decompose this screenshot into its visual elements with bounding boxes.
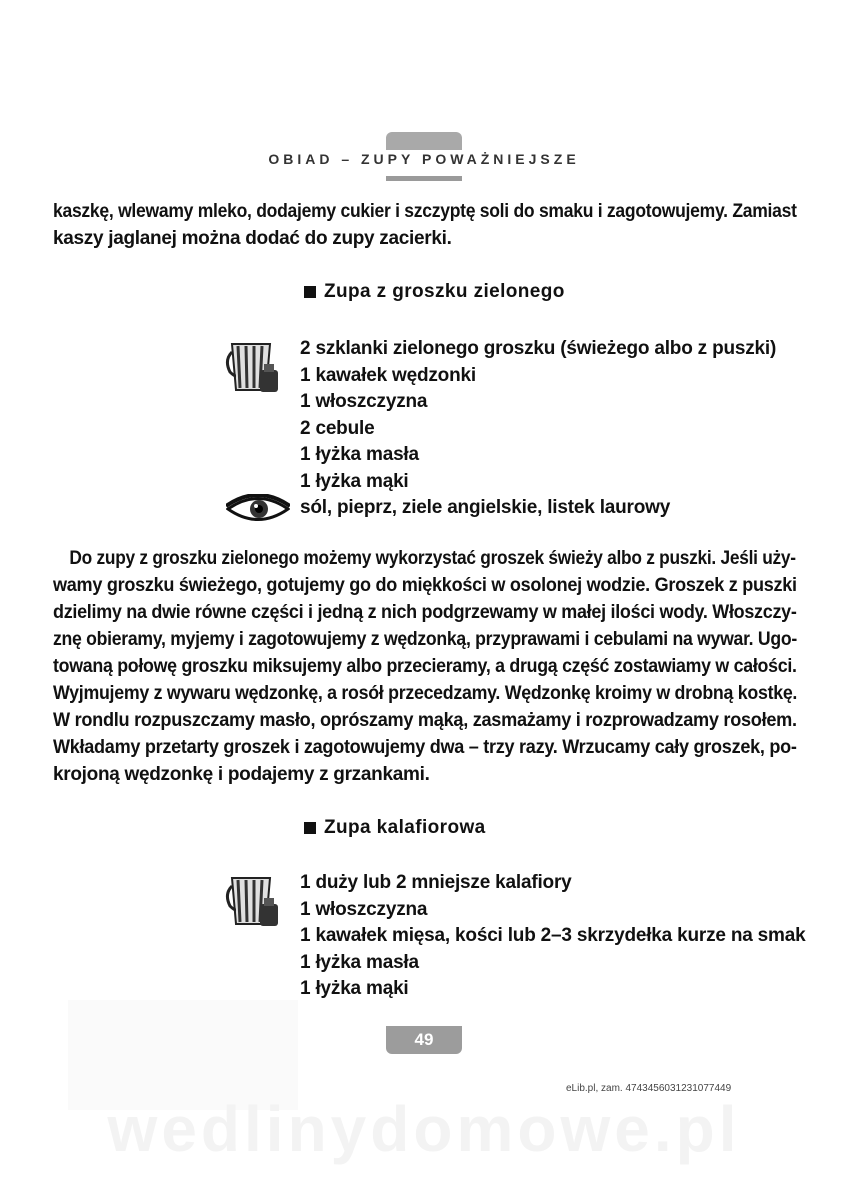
page-number: 49 [386,1026,462,1054]
list-item: 1 łyżka mąki [300,470,409,492]
recipe-title-text: Zupa kalafiorowa [324,817,486,838]
recipe-title-text: Zupa z groszku zielonego [324,281,565,302]
paragraph-line: Do zupy z groszku zielonego możemy wykorzystać groszek świeży albo z puszki. Jeśli uży- [69,548,796,569]
list-item: 1 włoszczyzna [300,391,428,412]
list-item: 1 kawałek mięsa, kości lub 2–3 skrzydełka kurze na smak [300,925,806,946]
paragraph-line: W rondlu rozpuszczamy masło, oprószamy mąką, zasmażamy i rozprowadzamy rosołem. [53,710,797,731]
list-item: 1 włoszczyzna [300,898,428,920]
list-item: 1 kawałek wędzonki [300,364,476,386]
running-header: OBIAD – ZUPY POWAŻNIEJSZE [268,151,580,167]
square-bullet-icon [304,822,316,834]
recipe-title-kalafiorowa [304,817,486,839]
measuring-jug-icon [224,338,284,396]
paragraph-line: towaną połowę groszku miksujemy albo przecieramy, a drugą część zostawiamy w całości. [53,656,797,677]
paragraph-line: Wkładamy przetarty groszek i zagotowujemy dwa – trzy razy. Wrzucamy cały groszek, po- [53,737,797,758]
intro-paragraph [53,198,797,252]
list-item: sól, pieprz, ziele angielskie, listek laurowy [300,497,671,518]
header-tab [386,132,462,150]
list-item: 2 cebule [300,417,375,439]
paragraph-line: znę obieramy, myjemy i zagotowujemy z wędzonką, przyprawami i cebulami na wywar. Ugo- [53,629,797,650]
measuring-jug-icon [224,872,284,930]
paragraph-line: krojoną wędzonkę i podajemy z grzankami. [53,764,430,785]
recipe-title-groszek [304,281,565,303]
square-bullet-icon [304,286,316,298]
paragraph-line: kaszkę, wlewamy mleko, dodajemy cukier i szczyptę soli do smaku i zagotowujemy. Zamiast [53,201,797,222]
elib-order-note: eLib.pl, zam. 4743456031231077449 [566,1083,732,1094]
list-item: 1 łyżka masła [300,444,419,465]
paragraph-line: Wyjmujemy z wywaru wędzonkę, a rosół przecedzamy. Wędzonkę kroimy w drobną kostkę. [53,683,798,704]
eye-icon [226,494,290,524]
list-item: 1 łyżka masła [300,951,419,973]
method-paragraph [53,545,797,788]
paragraph-line: kaszy jaglanej można dodać do zupy zacierki. [53,228,452,249]
watermark-text: wedlinydomowe.pl [107,1093,741,1165]
paragraph-line: dzielimy na dwie równe części i jedną z nich podgrzewamy w małej ilości wody. Włoszczy- [53,602,797,623]
ingredients-list [300,870,805,1003]
list-item: 2 szklanki zielonego groszku (świeżego albo z puszki) [300,338,777,359]
list-item: 1 łyżka mąki [300,978,409,999]
paragraph-line: wamy groszku świeżego, gotujemy go do miękkości w osolonej wodzie. Groszek z puszki [53,575,797,596]
ingredients-list [300,336,776,522]
list-item: 1 duży lub 2 mniejsze kalafiory [300,872,572,893]
header-rule [386,176,462,181]
